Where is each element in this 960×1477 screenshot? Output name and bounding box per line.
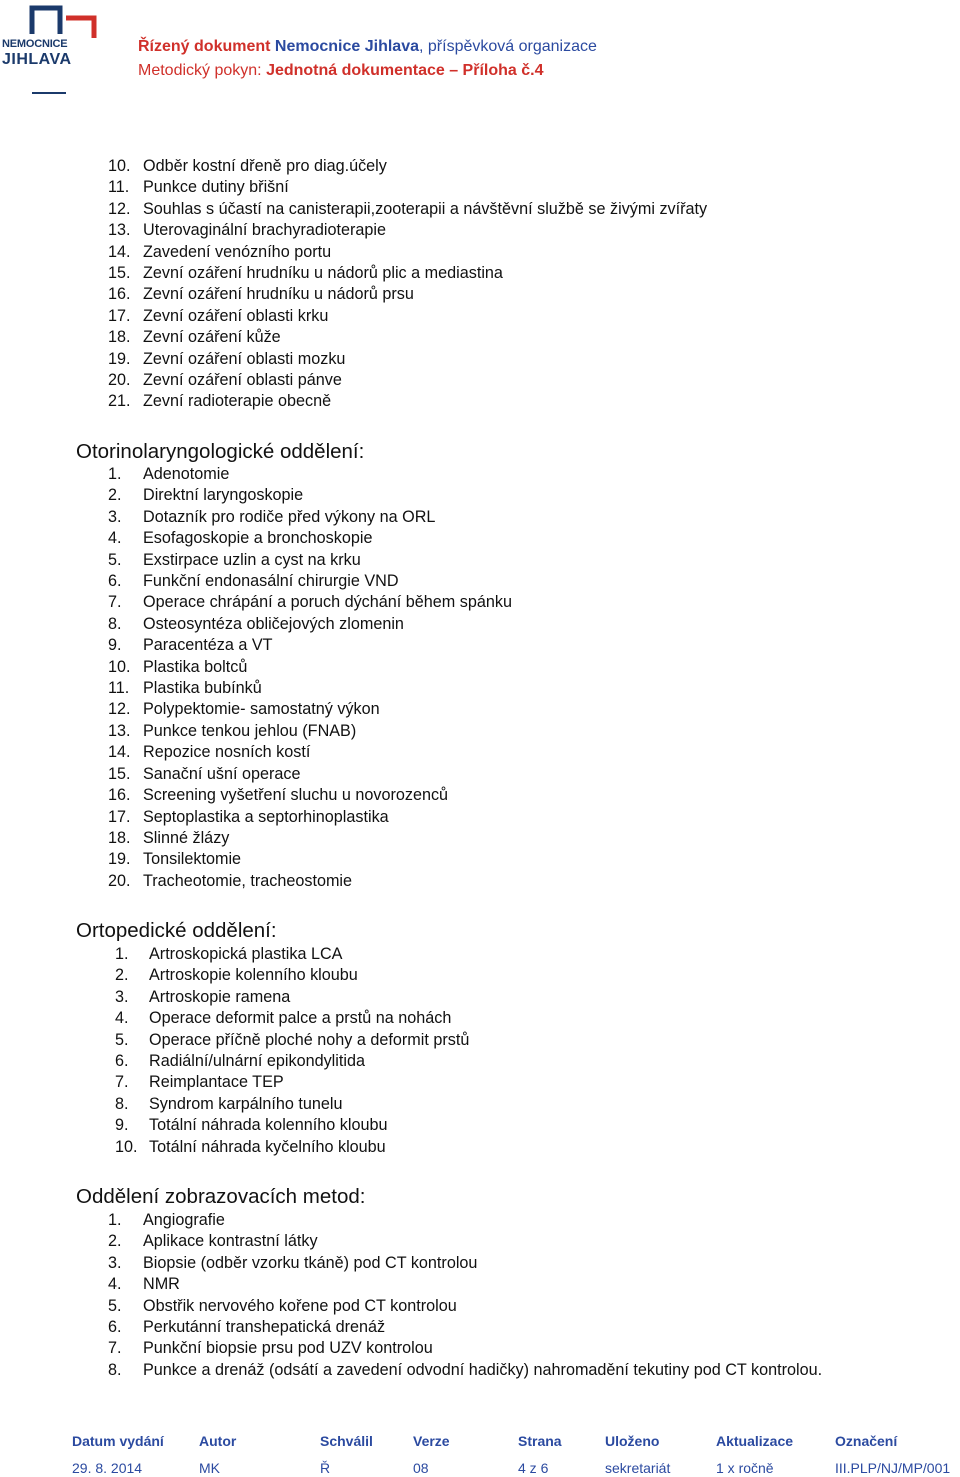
list-continuation bbox=[108, 156, 707, 413]
logo-line-2: JIHLAVA bbox=[2, 51, 72, 68]
list-item-number: 9. bbox=[115, 1116, 129, 1135]
list-item-text: Operace deformit palce a prstů na nohách bbox=[149, 1009, 452, 1028]
list-item-number: 8. bbox=[115, 1094, 129, 1113]
list-ortho bbox=[115, 944, 469, 1158]
list-item bbox=[115, 1030, 469, 1051]
section-title-imaging: Oddělení zobrazovacích metod: bbox=[76, 1185, 366, 1208]
list-item-text: Slinné žlázy bbox=[143, 828, 230, 847]
list-item bbox=[108, 1360, 822, 1381]
list-item-text: Polypektomie- samostatný výkon bbox=[143, 700, 380, 719]
list-item bbox=[108, 1317, 822, 1338]
list-item bbox=[108, 306, 707, 327]
header-line-1 bbox=[138, 37, 597, 57]
logo-line-1: NEMOCNICE bbox=[2, 38, 68, 50]
list-item-text: Operace příčně ploché nohy a deformit prstů bbox=[149, 1030, 470, 1049]
list-item bbox=[108, 1231, 822, 1252]
list-item-number: 19. bbox=[108, 349, 131, 368]
list-item-text: Angiografie bbox=[143, 1211, 225, 1229]
list-item-text: Syndrom karpálního tunelu bbox=[149, 1094, 343, 1113]
footer-header: Strana bbox=[518, 1433, 562, 1449]
footer-value-update: 1 x ročně bbox=[716, 1460, 774, 1476]
list-item bbox=[108, 349, 707, 370]
list-item bbox=[115, 1115, 469, 1136]
list-item-text: Punkce dutiny břišní bbox=[143, 178, 289, 197]
list-item-text: Artroskopická plastika LCA bbox=[149, 945, 343, 963]
list-item bbox=[108, 614, 512, 635]
list-item-number: 10. bbox=[115, 1137, 138, 1156]
list-item bbox=[108, 199, 707, 220]
footer-header: Uloženo bbox=[605, 1433, 660, 1449]
list-item-number: 14. bbox=[108, 242, 131, 261]
list-item-number: 2. bbox=[108, 486, 122, 505]
org-suffix: , příspěvková organizace bbox=[419, 38, 597, 55]
list-item-number: 19. bbox=[108, 850, 131, 869]
list-item-text: Artroskopie ramena bbox=[149, 987, 291, 1006]
list-item-number: 5. bbox=[108, 1296, 122, 1315]
logo-underline bbox=[32, 92, 66, 94]
list-item bbox=[108, 871, 512, 892]
list-item bbox=[115, 1137, 469, 1158]
list-item-text: Funkční endonasální chirurgie VND bbox=[143, 572, 399, 591]
list-item bbox=[108, 678, 512, 699]
list-item-text: Adenotomie bbox=[143, 465, 230, 483]
list-item-number: 15. bbox=[108, 264, 131, 283]
footer-header: Autor bbox=[199, 1433, 237, 1449]
list-item-number: 18. bbox=[108, 328, 131, 347]
list-item-number: 11. bbox=[108, 679, 130, 698]
doc-type: Řízený dokument bbox=[138, 38, 271, 55]
list-item bbox=[115, 944, 469, 965]
footer-header: Označení bbox=[835, 1433, 898, 1449]
list-item-text: Zevní ozáření kůže bbox=[143, 328, 281, 347]
footer-value-version: 08 bbox=[413, 1460, 429, 1476]
list-item bbox=[108, 699, 512, 720]
list-item-text: Tonsilektomie bbox=[143, 850, 242, 869]
list-item-number: 6. bbox=[108, 572, 122, 591]
list-item bbox=[115, 987, 469, 1008]
header-line-2 bbox=[138, 61, 543, 81]
list-orl bbox=[108, 464, 512, 892]
list-item bbox=[108, 284, 707, 305]
list-item-number: 20. bbox=[108, 371, 131, 390]
list-item-number: 1. bbox=[108, 465, 122, 483]
list-item-number: 4. bbox=[108, 529, 122, 548]
list-item-number: 2. bbox=[115, 966, 129, 985]
org-name: Nemocnice Jihlava bbox=[274, 38, 419, 55]
logo-mark-icon bbox=[2, 4, 98, 38]
list-item bbox=[108, 485, 512, 506]
list-item bbox=[108, 721, 512, 742]
list-item bbox=[108, 464, 512, 485]
list-item-text: Zevní ozáření oblasti mozku bbox=[143, 349, 346, 368]
method-title: Jednotná dokumentace – Příloha č.4 bbox=[266, 62, 544, 79]
footer-header: Datum vydání bbox=[72, 1433, 164, 1449]
list-item-text: Radiální/ulnární epikondylitida bbox=[149, 1052, 365, 1071]
hospital-logo bbox=[2, 4, 98, 94]
list-item-text: Totální náhrada kolenního kloubu bbox=[149, 1116, 388, 1135]
list-item-number: 18. bbox=[108, 828, 131, 847]
footer-header: Schválil bbox=[320, 1433, 373, 1449]
footer-header: Verze bbox=[413, 1433, 450, 1449]
list-item-number: 15. bbox=[108, 764, 131, 783]
footer-value-author: MK bbox=[199, 1460, 220, 1476]
list-item-number: 16. bbox=[108, 285, 131, 304]
list-item-number: 8. bbox=[108, 1360, 122, 1379]
list-item bbox=[108, 242, 707, 263]
list-item-text: Perkutánní transhepatická drenáž bbox=[143, 1318, 386, 1337]
list-item bbox=[108, 1274, 822, 1295]
list-item bbox=[108, 592, 512, 613]
list-item-number: 13. bbox=[108, 221, 131, 240]
list-item bbox=[115, 965, 469, 986]
list-item bbox=[108, 785, 512, 806]
footer-value-date: 29. 8. 2014 bbox=[72, 1460, 143, 1476]
list-item-text: Uterovaginální brachyradioterapie bbox=[143, 221, 386, 240]
list-item-number: 1. bbox=[108, 1211, 122, 1229]
list-item-number: 16. bbox=[108, 786, 131, 805]
list-item-text: Septoplastika a septorhinoplastika bbox=[143, 807, 389, 826]
list-item bbox=[108, 635, 512, 656]
list-item-number: 4. bbox=[108, 1275, 122, 1294]
list-item-number: 3. bbox=[115, 987, 129, 1006]
list-item-text: Totální náhrada kyčelního kloubu bbox=[149, 1137, 386, 1156]
section-title-ortho: Ortopedické oddělení: bbox=[76, 919, 277, 942]
list-item-number: 6. bbox=[115, 1052, 129, 1071]
list-item bbox=[108, 177, 707, 198]
list-item bbox=[108, 220, 707, 241]
list-item-text: Osteosyntéza obličejových zlomenin bbox=[143, 614, 404, 633]
footer-value-stored: sekretariát bbox=[605, 1460, 671, 1476]
section-title-orl: Otorinolaryngologické oddělení: bbox=[76, 440, 365, 463]
list-imaging bbox=[108, 1210, 822, 1381]
list-item bbox=[108, 528, 512, 549]
list-item-text: Esofagoskopie a bronchoskopie bbox=[143, 529, 373, 548]
list-item bbox=[115, 1051, 469, 1072]
list-item-number: 9. bbox=[108, 636, 122, 655]
list-item-text: Dotazník pro rodiče před výkony na ORL bbox=[143, 507, 436, 526]
list-item-text: Souhlas s účastí na canisterapii,zooterapii a návštěvní službě se živými zvířaty bbox=[143, 199, 708, 218]
list-item-number: 10. bbox=[108, 157, 131, 175]
list-item-text: NMR bbox=[143, 1275, 180, 1294]
list-item bbox=[108, 742, 512, 763]
footer-value-code: III.PLP/NJ/MP/001 bbox=[835, 1460, 951, 1476]
list-item-number: 3. bbox=[108, 1253, 122, 1272]
list-item-number: 6. bbox=[108, 1318, 122, 1337]
footer-header: Aktualizace bbox=[716, 1433, 794, 1449]
list-item-number: 10. bbox=[108, 657, 131, 676]
list-item-text: Punkce a drenáž (odsátí a zavedení odvodní hadičky) nahromadění tekutiny pod CT kontrolou. bbox=[143, 1360, 823, 1379]
list-item-number: 2. bbox=[108, 1232, 122, 1251]
list-item-number: 14. bbox=[108, 743, 131, 762]
list-item-number: 13. bbox=[108, 721, 131, 740]
list-item bbox=[115, 1008, 469, 1029]
list-item-number: 17. bbox=[108, 807, 131, 826]
list-item bbox=[108, 156, 707, 177]
list-item bbox=[108, 507, 512, 528]
list-item bbox=[108, 327, 707, 348]
list-item-number: 3. bbox=[108, 507, 122, 526]
list-item bbox=[108, 391, 707, 412]
list-item-number: 7. bbox=[108, 1339, 122, 1358]
list-item-number: 12. bbox=[108, 199, 131, 218]
list-item-text: Zevní ozáření hrudníku u nádorů plic a mediastina bbox=[143, 264, 503, 283]
list-item bbox=[108, 1296, 822, 1317]
list-item bbox=[108, 263, 707, 284]
footer-value-page: 4 z 6 bbox=[518, 1460, 549, 1476]
list-item-text: Reimplantace TEP bbox=[149, 1073, 284, 1092]
list-item-text: Aplikace kontrastní látky bbox=[143, 1232, 318, 1251]
list-item-number: 1. bbox=[115, 945, 129, 963]
list-item-text: Tracheotomie, tracheostomie bbox=[143, 871, 353, 890]
list-item-number: 17. bbox=[108, 306, 131, 325]
list-item bbox=[108, 807, 512, 828]
list-item-number: 7. bbox=[115, 1073, 129, 1092]
list-item bbox=[108, 370, 707, 391]
list-item-text: Sanační ušní operace bbox=[143, 764, 301, 783]
list-item-number: 5. bbox=[108, 550, 122, 569]
list-item-text: Repozice nosních kostí bbox=[143, 743, 311, 762]
list-item-number: 5. bbox=[115, 1030, 129, 1049]
list-item-text: Operace chrápání a poruch dýchání během spánku bbox=[143, 593, 512, 612]
list-item bbox=[108, 849, 512, 870]
list-item-number: 11. bbox=[108, 178, 130, 197]
list-item-text: Zevní ozáření hrudníku u nádorů prsu bbox=[143, 285, 414, 304]
list-item-number: 4. bbox=[115, 1009, 129, 1028]
list-item-text: Screening vyšetření sluchu u novorozenců bbox=[143, 786, 449, 805]
list-item-number: 20. bbox=[108, 871, 131, 890]
method-label: Metodický pokyn: bbox=[138, 62, 262, 79]
list-item-text: Plastika bubínků bbox=[143, 679, 262, 698]
list-item-text: Zevní ozáření oblasti pánve bbox=[143, 371, 342, 390]
list-item-text: Direktní laryngoskopie bbox=[143, 486, 304, 505]
list-item bbox=[108, 828, 512, 849]
list-item bbox=[108, 657, 512, 678]
list-item bbox=[115, 1094, 469, 1115]
list-item bbox=[108, 1210, 822, 1231]
list-item-text: Plastika boltců bbox=[143, 657, 248, 676]
list-item-text: Exstirpace uzlin a cyst na krku bbox=[143, 550, 361, 569]
list-item-text: Obstřik nervového kořene pod CT kontrolou bbox=[143, 1296, 457, 1315]
list-item-text: Zavedení venózního portu bbox=[143, 242, 332, 261]
list-item bbox=[108, 764, 512, 785]
list-item bbox=[108, 1253, 822, 1274]
list-item-text: Punkce tenkou jehlou (FNAB) bbox=[143, 721, 357, 740]
list-item-text: Paracentéza a VT bbox=[143, 636, 273, 655]
list-item-text: Zevní ozáření oblasti krku bbox=[143, 306, 329, 325]
list-item-text: Biopsie (odběr vzorku tkáně) pod CT kontrolou bbox=[143, 1253, 478, 1272]
list-item-number: 12. bbox=[108, 700, 131, 719]
list-item bbox=[108, 1338, 822, 1359]
list-item bbox=[108, 550, 512, 571]
list-item bbox=[108, 571, 512, 592]
list-item-text: Zevní radioterapie obecně bbox=[143, 392, 332, 411]
list-item-number: 21. bbox=[108, 392, 131, 411]
list-item-text: Artroskopie kolenního kloubu bbox=[149, 966, 358, 985]
list-item bbox=[115, 1072, 469, 1093]
list-item-number: 7. bbox=[108, 593, 122, 612]
list-item-text: Odběr kostní dřeně pro diag.účely bbox=[143, 157, 387, 175]
list-item-number: 8. bbox=[108, 614, 122, 633]
list-item-text: Punkční biopsie prsu pod UZV kontrolou bbox=[143, 1339, 433, 1358]
footer-value-approved: Ř bbox=[320, 1460, 331, 1476]
